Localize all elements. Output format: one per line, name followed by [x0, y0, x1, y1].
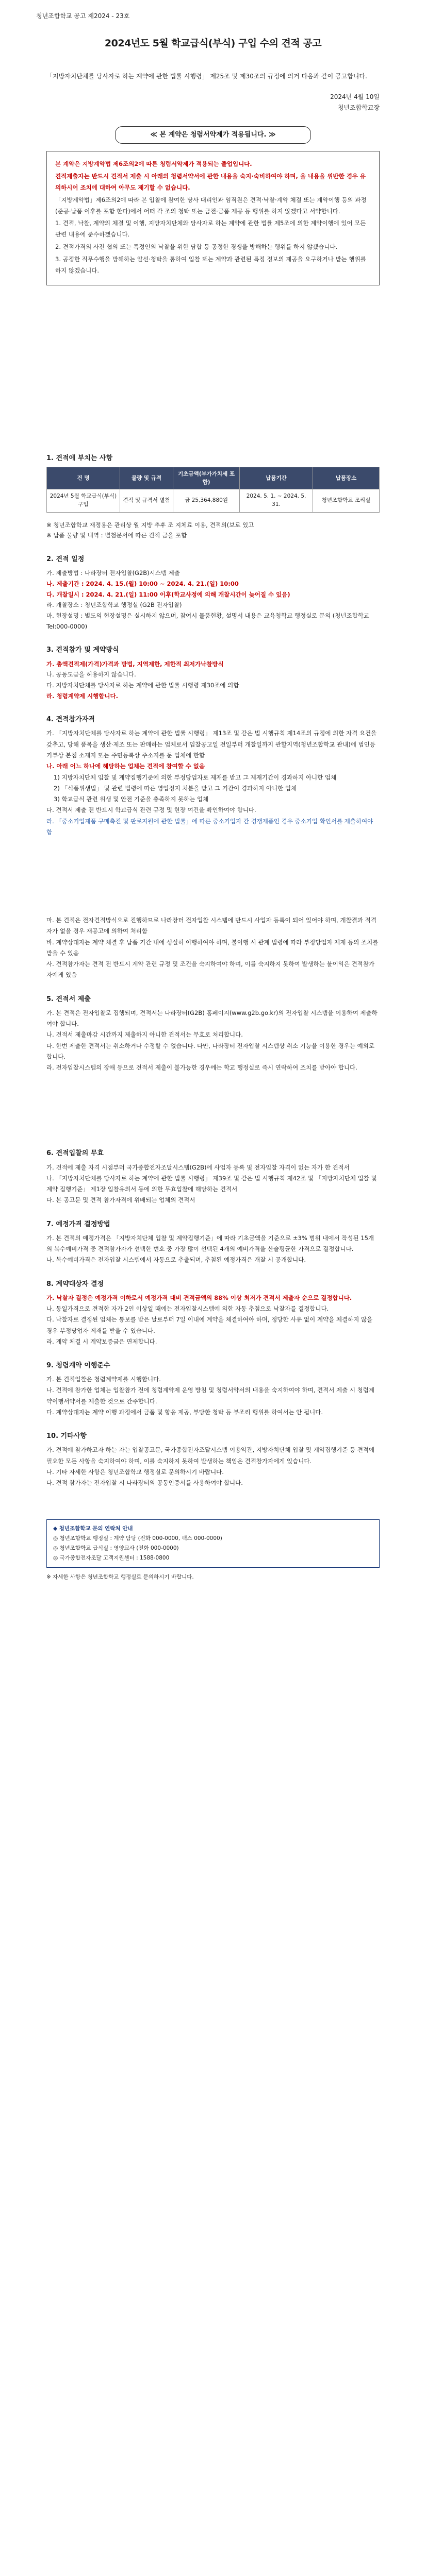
paragraph: 가. 본 견적은 전자입찰로 집행되며, 견적서는 나라장터(G2B) 홈페이지(www.g2b.go.kr)의 전자입찰 시스템을 이용하여 제출하여야 합니다. [46, 1009, 378, 1028]
notice-line: 3. 공정한 직무수행을 방해하는 알선·청탁을 통하여 입찰 또는 계약과 관련된 특정 정보의 제공을 요구하거나 받는 행위를 하지 않겠습니다. [55, 255, 366, 274]
section-7 [46, 1219, 380, 1266]
list-item: 나. 공동도급을 허용하지 않습니다. [46, 671, 136, 679]
list-item: 가. 제출방법 : 나라장터 전자입찰(G2B)시스템 제출 [46, 569, 180, 577]
paragraph: 나. 견적서 제출마감 시간까지 제출하지 아니한 견적서는 무효로 처리합니다. [46, 1031, 243, 1039]
paragraph: 라. 「중소기업제품 구매촉진 및 판로지원에 관한 법률」에 따른 중소기업자 간 경쟁제품인 경우 중소기업 확인서를 제출하여야 함 [46, 817, 373, 836]
signer: 청년조합학교장 [337, 104, 380, 111]
section-heading: 3. 견적참가 및 계약방식 [46, 646, 119, 654]
section-list [46, 568, 380, 632]
contact-line: ◎ 청년조합학교 행정실 : 계약 담당 (전화 000-0000, 팩스 000-0000) [53, 1535, 222, 1542]
paragraph: 나. 기타 자세한 사항은 청년조합학교 행정실로 문의하시기 바랍니다. [46, 1468, 224, 1476]
paragraph: 1) 지방자치단체 입찰 및 계약집행기준에 의한 부정당업자로 제재를 받고 그 제재기간이 경과하지 아니한 업체 [54, 773, 337, 781]
note-line: ※ 납품 물량 및 내역 : 별첨문서에 따른 견적 금을 포함 [46, 532, 187, 539]
notice-line: 「지방계약법」제6조의2에 따라 본 입찰에 참여한 당사 대리인과 임직원은 견적·낙찰·계약 체결 또는 계약이행 등의 과정(준공·납품 이후를 포함 한다)에서 어떠 각 조의 청탁 또는 금전·금품 제공 등 행위를 하지 않겠다고 서약합니다. [55, 196, 367, 215]
column-header: 납품기간 [240, 467, 313, 489]
section-8 [46, 1279, 380, 1347]
list-item: 라. 청렴계약제 시행합니다. [46, 692, 118, 700]
section-9 [46, 1361, 380, 1418]
paragraph: 다. 한번 제출한 견적서는 취소하거나 수정할 수 없습니다. 다만, 나라장터 전자입찰 시스템상 취소 기능을 이용한 경우는 예외로 합니다. [46, 1042, 375, 1060]
paragraph: 사. 견적참가자는 견적 전 반드시 계약 관련 규정 및 조건을 숙지하여야 하며, 이를 숙지하지 못하여 발생하는 불이익은 견적참가자에게 있음 [46, 960, 375, 979]
section-3 [46, 645, 380, 701]
paragraph: 다. 계약상대자는 계약 이행 과정에서 금품 및 향응 제공, 부당한 청탁 등 부조리 행위를 하여서는 안 됩니다. [46, 1408, 323, 1416]
table-cell: 2024. 5. 1. ~ 2024. 5. 31. [240, 489, 313, 513]
notice-date: 2024년 4월 10일 [330, 93, 380, 101]
section-body [46, 1293, 380, 1347]
table-cell: 청년조합학교 조리실 [313, 489, 379, 513]
column-header: 물량 및 규격 [120, 467, 173, 489]
column-header: 건 명 [47, 467, 120, 489]
contact-line: ◎ 청년조합학교 급식실 : 영양교사 (전화 000-0000) [53, 1545, 179, 1552]
section-heading: 4. 견적참가자격 [46, 716, 95, 724]
notice-number: 청년조합학교 공고 제2024 - 23호 [36, 12, 130, 20]
column-header: 기초금액(부가가치세 포함) [173, 467, 240, 489]
paragraph: 가. 견적에 제출 자격 시점부터 국가종합전자조달시스템(G2B)에 사업자 등록 및 전자입찰 자격이 없는 자가 한 견적서 [46, 1163, 350, 1171]
date-and-signer [46, 92, 380, 113]
document-title: 2024년도 5월 학교급식(부식) 구입 수의 견적 공고 [104, 38, 322, 49]
section-notes [46, 520, 380, 541]
callout-arrow-icon: ≪ [150, 131, 160, 139]
notice-line: 2. 견적가격의 사전 협의 또는 특정인의 낙찰을 위한 담합 등 공정한 경쟁을 방해하는 행위를 하지 않겠습니다. [55, 243, 338, 251]
paragraph: 다. 본 공고문 및 견적 참가자격에 위배되는 업체의 견적서 [46, 1196, 195, 1204]
section-heading: 6. 견적입찰의 무효 [46, 1149, 104, 1158]
list-item: 마. 현장설명 : 별도의 현장설명은 실시하지 않으며, 참여시 물품현황, 설명서 내용은 교육청학교 행정실로 문의 (청년조합학교 Tel:000-0000) [46, 612, 369, 630]
section-list [46, 659, 380, 702]
section-body [46, 1445, 380, 1488]
paragraph: 나. 「지방자치단체를 당사자로 하는 계약에 관한 법률 시행령」 제39조 및 같은 법 시행규칙 제42조 및 「지방자치단체 입찰 및 계약 집행기준」 제1장 입찰유의서 등에 의한 무효입찰에 해당하는 견적서 [46, 1174, 377, 1193]
paragraph: 다. 견적 참가자는 전자입찰 시 나라장터의 공동인증서를 사용하여야 합니다. [46, 1479, 243, 1487]
notice-line: 견적제출자는 반드시 견적서 제출 시 아래의 청렴서약서에 관한 내용을 숙지·숙비하여야 하며, 을 내용을 위반한 경우 유의하시어 조치에 대하여 아무도 제기할 수 없습니다. [55, 173, 366, 191]
footer-note: ※ 자세한 사항은 청년조합학교 행정실로 문의하시기 바랍니다. [46, 1574, 194, 1580]
paragraph: 가. 본 견적입찰은 청렴계약제를 시행합니다. [46, 1376, 161, 1383]
list-item: 다. 개찰일시 : 2024. 4. 21.(일) 11:00 이후(학교사정에 의해 개찰시간이 늦어질 수 있음) [46, 590, 290, 598]
list-item: 나. 제출기간 : 2024. 4. 15.(월) 10:00 ~ 2024. 4. 21.(일) 10:00 [46, 580, 239, 587]
contact-title: ◆ 청년조합학교 문의 연락처 안내 [53, 1526, 133, 1532]
section-body [46, 728, 380, 980]
table-header-row [47, 467, 380, 489]
paragraph: 라. 계약 체결 시 계약보증금은 면제합니다. [46, 1337, 157, 1345]
note-line: ※ 청년조합학교 재정용은 관리상 월 지방 추후 조 지체료 이용, 견적의(보로 있고 [46, 521, 254, 529]
paragraph: 3) 학교급식 관련 위생 및 안전 기준을 충족하지 못하는 업체 [54, 795, 209, 803]
paragraph: 다. 낙찰자로 결정된 업체는 통보를 받은 날로부터 7일 이내에 계약을 체결하여야 하며, 정당한 사유 없이 계약을 체결하지 않을 경우 부정당업자 제재를 받을 수 있습니다. [46, 1316, 373, 1334]
paragraph: 가. 견적에 참가하고자 하는 자는 입찰공고문, 국가종합전자조달시스템 이용약관, 지방자치단체 입찰 및 계약집행기준 등 견적에 필요한 모든 사항을 숙지하여야 하며, 이를 숙지하지 못하여 발생하는 책임은 견적참가자에게 있습니다. [46, 1446, 375, 1465]
paragraph: 바. 계약상대자는 계약 체결 후 납품 기간 내에 성실히 이행하여야 하며, 불이행 시 관계 법령에 따라 부정당업자 제재 등의 조치를 받을 수 있음 [46, 938, 379, 957]
section-heading: 8. 계약대상자 결정 [46, 1280, 104, 1288]
column-header: 납품장소 [313, 467, 379, 489]
paragraph: 다. 견적서 제출 전 반드시 학교급식 관련 규정 및 현장 여건을 확인하여야 합니다. [46, 806, 256, 814]
paragraph: 가. 본 견적의 예정가격은 「지방자치단체 입찰 및 계약집행기준」에 따라 기초금액을 기준으로 ±3% 범위 내에서 작성된 15개의 복수예비가격 중 견적참가자가 선택한 번호 중 가장 많이 선택된 4개의 예비가격을 산술평균한 가격으로 결정합니다. [46, 1234, 374, 1253]
integrity-callout [115, 126, 311, 144]
section-heading: 2. 견적 일정 [46, 555, 85, 564]
section-body [46, 1233, 380, 1266]
paragraph: 나. 아래 어느 하나에 해당하는 업체는 견적에 참여할 수 없음 [46, 762, 205, 770]
section-heading: 10. 기타사항 [46, 1432, 87, 1440]
section-heading: 9. 청렴계약 이행준수 [46, 1362, 110, 1370]
table-cell: 금 25,364,880원 [173, 489, 240, 513]
contact-box [46, 1519, 380, 1568]
section-1 [46, 453, 380, 541]
section-body [46, 1162, 380, 1206]
section-6 [46, 1148, 380, 1206]
section-body [46, 1008, 380, 1074]
table-cell: 2024년 5월 학교급식(부식) 구입 [47, 489, 120, 513]
section-heading: 7. 예정가격 결정방법 [46, 1220, 110, 1228]
integrity-notice-box [46, 151, 380, 285]
table-cell: 견적 및 규격서 별첨 [120, 489, 173, 513]
table-row [47, 489, 380, 513]
list-item: 가. 총액견적제(가격)가격과 방법, 지역제한, 제한적 최저가낙찰방식 [46, 660, 224, 668]
section-10 [46, 1431, 380, 1488]
notice-line: 1. 견적, 낙찰, 계약의 체결 및 이행, 지방자치단체와 당사자로 하는 계약에 관한 법률 제5조에 의한 계약이행에 있어 모든 관련 내용에 준수하겠습니다. [55, 219, 366, 239]
section-4 [46, 715, 380, 980]
paragraph: 가. 「지방자치단체를 당사자로 하는 계약에 관한 법률 시행령」 제13조 및 같은 법 시행규칙 제14조의 규정에 의한 자격 요건을 갖추고, 당해 품목을 생산·제조 또는 판매하는 업체로서 입찰공고일 전일부터 개찰일까지 관할지역(청년조합학교 관내)에 법인등기부상 본점 소재지 또는 주민등록상 주소지를 둔 업체에 한함 [46, 730, 377, 759]
paragraph: 나. 동일가격으로 견적한 자가 2인 이상일 때에는 전자입찰시스템에 의한 자동 추첨으로 낙찰자를 결정합니다. [46, 1304, 329, 1312]
bid-items-table [46, 467, 380, 513]
contact-line: ◎ 국가종합전자조달 고객지원센터 : 1588-0800 [53, 1555, 170, 1562]
callout-text: 본 계약은 청렴서약제가 적용됩니다. [159, 131, 267, 139]
list-item: 다. 지방자치단체를 당사자로 하는 계약에 관한 법률 시행령 제30조에 의함 [46, 681, 239, 689]
paragraph: 라. 전자입찰시스템의 장애 등으로 견적서 제출이 불가능한 경우에는 학교 행정실로 즉시 연락하여 조치를 받아야 합니다. [46, 1064, 357, 1072]
section-5 [46, 994, 380, 1074]
paragraph: 가. 낙찰자 결정은 예정가격 이하로서 예정가격 대비 견적금액의 88% 이상 최저가 견적서 제출자 순으로 결정합니다. [46, 1294, 352, 1301]
section-2 [46, 554, 380, 632]
paragraph: 2) 「식품위생법」 및 관련 법령에 따른 영업정지 처분을 받고 그 기간이 경과하지 아니한 업체 [54, 784, 297, 792]
paragraph: 마. 본 견적은 전자견적방식으로 진행하므로 나라장터 전자입찰 시스템에 반드시 사업자 등록이 되어 있어야 하며, 개찰결과 적격자가 없을 경우 재공고에 의하여 처리함 [46, 917, 376, 935]
section-heading: 1. 견적에 부치는 사항 [46, 454, 113, 462]
section-body [46, 1374, 380, 1418]
notice-line: 본 계약은 지방계약법 제6조의2에 따른 청렴서약제가 적용되는 졸업입니다. [55, 160, 252, 168]
paragraph: 나. 복수예비가격은 전자입찰 시스템에서 자동으로 추출되며, 추첨된 예정가격은 개찰 시 공개합니다. [46, 1256, 306, 1264]
list-item: 라. 개찰장소 : 청년조합학교 행정실 (G2B 전자입찰) [46, 601, 182, 609]
section-heading: 5. 견적서 제출 [46, 995, 91, 1003]
intro-paragraph: 「지방자치단체를 당사자로 하는 계약에 관한 법률 시행령」 제25조 및 제30조의 규정에 의거 다음과 같이 공고합니다. [46, 73, 367, 80]
paragraph: 나. 견적에 참가한 업체는 입찰참가 전에 청렴계약제 운영 방침 및 청렴서약서의 내용을 숙지하여야 하며, 견적서 제출 시 청렴계약이행서약서를 제출한 것으로 간주합니다. [46, 1386, 375, 1405]
callout-arrow-icon: ≫ [268, 131, 276, 139]
